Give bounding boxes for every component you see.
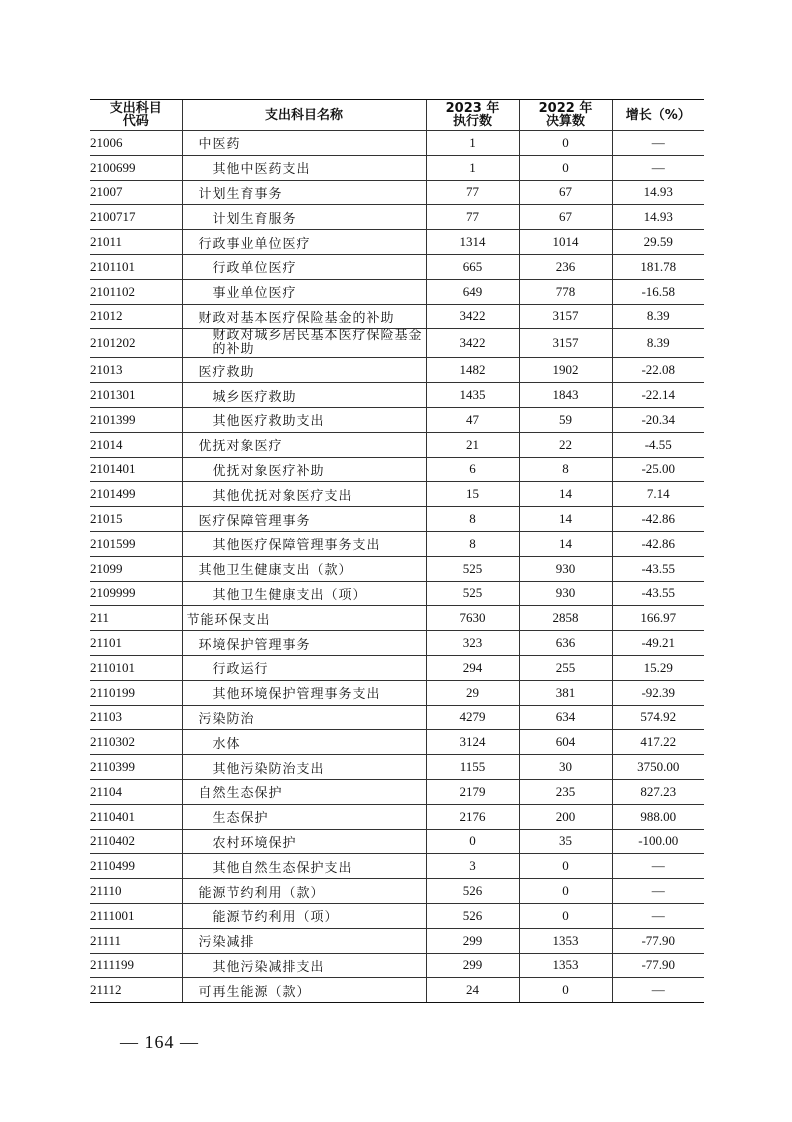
cell-growth: -42.86 [612, 531, 704, 556]
cell-code: 21012 [90, 304, 182, 329]
cell-2023-value: 2179 [426, 779, 519, 804]
cell-2022-value: 0 [519, 879, 612, 904]
cell-2023-value: 29 [426, 680, 519, 705]
cell-name: 其他卫生健康支出（款） [182, 556, 426, 581]
cell-name: 医疗保障管理事务 [182, 507, 426, 532]
page-number: — 164 — [120, 1032, 199, 1052]
cell-2022-value: 381 [519, 680, 612, 705]
table-row [90, 358, 704, 383]
cell-growth: — [612, 155, 704, 180]
table-row [90, 556, 704, 581]
cell-name: 可再生能源（款） [182, 978, 426, 1003]
cell-code: 21104 [90, 779, 182, 804]
cell-2022-value: 67 [519, 180, 612, 205]
cell-2022-value: 778 [519, 279, 612, 304]
cell-2022-value: 59 [519, 407, 612, 432]
cell-growth: — [612, 903, 704, 928]
cell-2022-value: 634 [519, 705, 612, 730]
cell-code: 21101 [90, 631, 182, 656]
cell-code: 21006 [90, 131, 182, 156]
table-row [90, 978, 704, 1003]
cell-name: 水体 [182, 730, 426, 755]
header-code [90, 100, 182, 131]
cell-growth: — [612, 879, 704, 904]
table-row [90, 879, 704, 904]
table-row [90, 254, 704, 279]
table-row [90, 531, 704, 556]
cell-name: 行政单位医疗 [182, 254, 426, 279]
cell-2023-value: 526 [426, 903, 519, 928]
cell-growth: — [612, 131, 704, 156]
cell-code: 2110401 [90, 804, 182, 829]
cell-2023-value: 77 [426, 205, 519, 230]
cell-2022-value: 636 [519, 631, 612, 656]
cell-code: 21015 [90, 507, 182, 532]
cell-growth: -43.55 [612, 581, 704, 606]
cell-name: 其他污染减排支出 [182, 953, 426, 978]
header-code-line1: 支出科目 [109, 101, 162, 116]
cell-growth: 181.78 [612, 254, 704, 279]
cell-code: 2110302 [90, 730, 182, 755]
cell-growth: 417.22 [612, 730, 704, 755]
cell-name: 其他自然生态保护支出 [182, 854, 426, 879]
cell-name: 计划生育服务 [182, 205, 426, 230]
header-code-line2: 代码 [122, 114, 149, 129]
table-row [90, 779, 704, 804]
table-row [90, 928, 704, 953]
cell-2022-value: 0 [519, 903, 612, 928]
cell-name: 城乡医疗救助 [182, 383, 426, 408]
cell-name: 中医药 [182, 131, 426, 156]
table-row [90, 606, 704, 631]
cell-code: 2110199 [90, 680, 182, 705]
cell-code: 2110499 [90, 854, 182, 879]
cell-growth: -16.58 [612, 279, 704, 304]
cell-2022-value: 8 [519, 457, 612, 482]
table-row [90, 680, 704, 705]
cell-growth: — [612, 854, 704, 879]
cell-2023-value: 649 [426, 279, 519, 304]
cell-growth: 29.59 [612, 230, 704, 255]
cell-growth: -49.21 [612, 631, 704, 656]
cell-growth: 827.23 [612, 779, 704, 804]
cell-2023-value: 77 [426, 180, 519, 205]
cell-2023-value: 1 [426, 155, 519, 180]
cell-2023-value: 2176 [426, 804, 519, 829]
cell-code: 21011 [90, 230, 182, 255]
cell-code: 2109999 [90, 581, 182, 606]
cell-code: 21013 [90, 358, 182, 383]
cell-2023-value: 21 [426, 432, 519, 457]
table-row [90, 279, 704, 304]
cell-code: 2101399 [90, 407, 182, 432]
cell-code: 2111001 [90, 903, 182, 928]
cell-2022-value: 1902 [519, 358, 612, 383]
cell-growth: -43.55 [612, 556, 704, 581]
cell-growth: -20.34 [612, 407, 704, 432]
cell-name: 能源节约利用（款） [182, 879, 426, 904]
cell-growth: 988.00 [612, 804, 704, 829]
cell-code: 21103 [90, 705, 182, 730]
cell-2022-value: 930 [519, 556, 612, 581]
cell-growth: 7.14 [612, 482, 704, 507]
cell-2023-value: 294 [426, 655, 519, 680]
cell-2023-value: 15 [426, 482, 519, 507]
header-growth-line1: 增长（%） [625, 107, 691, 123]
table-row [90, 329, 704, 358]
cell-code: 21111 [90, 928, 182, 953]
cell-name: 污染减排 [182, 928, 426, 953]
cell-growth: 8.39 [612, 329, 704, 358]
cell-2022-value: 14 [519, 531, 612, 556]
cell-name: 环境保护管理事务 [182, 631, 426, 656]
cell-code: 2101202 [90, 329, 182, 358]
cell-growth: -22.14 [612, 383, 704, 408]
cell-2022-value: 67 [519, 205, 612, 230]
cell-2022-value: 930 [519, 581, 612, 606]
cell-growth: -77.90 [612, 953, 704, 978]
cell-growth: -22.08 [612, 358, 704, 383]
cell-name: 生态保护 [182, 804, 426, 829]
cell-2023-value: 0 [426, 829, 519, 854]
cell-name: 优抚对象医疗 [182, 432, 426, 457]
cell-growth: -92.39 [612, 680, 704, 705]
header-2023-line2: 执行数 [452, 114, 492, 129]
cell-2022-value: 235 [519, 779, 612, 804]
cell-2023-value: 6 [426, 457, 519, 482]
cell-2023-value: 8 [426, 531, 519, 556]
cell-2023-value: 1482 [426, 358, 519, 383]
cell-code: 21099 [90, 556, 182, 581]
table-row [90, 804, 704, 829]
cell-2023-value: 525 [426, 581, 519, 606]
header-2022 [519, 100, 612, 131]
cell-2023-value: 3422 [426, 329, 519, 358]
cell-2022-value: 3157 [519, 304, 612, 329]
cell-growth: 14.93 [612, 205, 704, 230]
cell-2022-value: 236 [519, 254, 612, 279]
cell-name: 能源节约利用（项） [182, 903, 426, 928]
header-growth [612, 100, 704, 131]
cell-2023-value: 1314 [426, 230, 519, 255]
cell-2022-value: 14 [519, 507, 612, 532]
cell-2023-value: 1 [426, 131, 519, 156]
cell-name: 行政事业单位医疗 [182, 230, 426, 255]
cell-growth: -4.55 [612, 432, 704, 457]
cell-name: 医疗救助 [182, 358, 426, 383]
header-name [182, 100, 426, 131]
cell-name: 行政运行 [182, 655, 426, 680]
table-row [90, 730, 704, 755]
cell-name: 节能环保支出 [182, 606, 426, 631]
cell-growth: -77.90 [612, 928, 704, 953]
cell-2022-value: 0 [519, 131, 612, 156]
header-2023-line1: 2023 年 [445, 101, 500, 116]
cell-code: 2100699 [90, 155, 182, 180]
cell-name: 其他优抚对象医疗支出 [182, 482, 426, 507]
cell-2023-value: 526 [426, 879, 519, 904]
cell-growth: -42.86 [612, 507, 704, 532]
table-row [90, 631, 704, 656]
table-body [90, 131, 704, 1003]
cell-2022-value: 35 [519, 829, 612, 854]
cell-2023-value: 24 [426, 978, 519, 1003]
cell-name: 其他污染防治支出 [182, 755, 426, 780]
cell-2022-value: 1353 [519, 928, 612, 953]
cell-2023-value: 299 [426, 953, 519, 978]
cell-2022-value: 0 [519, 978, 612, 1003]
header-2022-line2: 决算数 [545, 114, 585, 129]
table-row [90, 407, 704, 432]
cell-growth: — [612, 978, 704, 1003]
cell-code: 21014 [90, 432, 182, 457]
cell-growth: -100.00 [612, 829, 704, 854]
table-row [90, 457, 704, 482]
cell-growth: 15.29 [612, 655, 704, 680]
cell-code: 21110 [90, 879, 182, 904]
cell-name: 农村环境保护 [182, 829, 426, 854]
cell-2022-value: 200 [519, 804, 612, 829]
cell-code: 211 [90, 606, 182, 631]
table-header-row [90, 100, 704, 131]
cell-2023-value: 323 [426, 631, 519, 656]
expenditure-table [90, 99, 704, 1003]
table-row [90, 205, 704, 230]
cell-code: 21007 [90, 180, 182, 205]
cell-growth: 14.93 [612, 180, 704, 205]
table-row [90, 953, 704, 978]
table-row [90, 903, 704, 928]
cell-2022-value: 30 [519, 755, 612, 780]
cell-growth: 3750.00 [612, 755, 704, 780]
cell-2023-value: 7630 [426, 606, 519, 631]
cell-2022-value: 0 [519, 854, 612, 879]
cell-2022-value: 1014 [519, 230, 612, 255]
cell-code: 2101599 [90, 531, 182, 556]
cell-name: 事业单位医疗 [182, 279, 426, 304]
cell-2022-value: 3157 [519, 329, 612, 358]
table-row [90, 655, 704, 680]
table-row [90, 383, 704, 408]
cell-name: 财政对城乡居民基本医疗保险基金的补助 [182, 329, 426, 358]
cell-2022-value: 0 [519, 155, 612, 180]
cell-code: 21112 [90, 978, 182, 1003]
table-row [90, 507, 704, 532]
table-row [90, 829, 704, 854]
cell-code: 2110402 [90, 829, 182, 854]
cell-code: 2101102 [90, 279, 182, 304]
cell-growth: 8.39 [612, 304, 704, 329]
table-row [90, 230, 704, 255]
cell-code: 2101101 [90, 254, 182, 279]
cell-2023-value: 3 [426, 854, 519, 879]
header-2023 [426, 100, 519, 131]
cell-2023-value: 525 [426, 556, 519, 581]
cell-code: 2111199 [90, 953, 182, 978]
cell-2023-value: 1155 [426, 755, 519, 780]
cell-2023-value: 665 [426, 254, 519, 279]
cell-name: 自然生态保护 [182, 779, 426, 804]
cell-name: 污染防治 [182, 705, 426, 730]
cell-name: 其他卫生健康支出（项） [182, 581, 426, 606]
cell-name: 财政对基本医疗保险基金的补助 [182, 304, 426, 329]
cell-2023-value: 47 [426, 407, 519, 432]
table-row [90, 131, 704, 156]
cell-code: 2100717 [90, 205, 182, 230]
cell-growth: 166.97 [612, 606, 704, 631]
cell-2023-value: 1435 [426, 383, 519, 408]
cell-code: 2110399 [90, 755, 182, 780]
cell-2023-value: 4279 [426, 705, 519, 730]
table-row [90, 482, 704, 507]
cell-code: 2101401 [90, 457, 182, 482]
table-row [90, 304, 704, 329]
table-row [90, 705, 704, 730]
cell-code: 2101499 [90, 482, 182, 507]
table-row [90, 755, 704, 780]
cell-growth: -25.00 [612, 457, 704, 482]
cell-2022-value: 604 [519, 730, 612, 755]
table-row [90, 581, 704, 606]
cell-code: 2110101 [90, 655, 182, 680]
cell-2022-value: 22 [519, 432, 612, 457]
cell-2023-value: 299 [426, 928, 519, 953]
cell-2023-value: 3124 [426, 730, 519, 755]
cell-code: 2101301 [90, 383, 182, 408]
cell-2022-value: 14 [519, 482, 612, 507]
cell-name: 其他环境保护管理事务支出 [182, 680, 426, 705]
cell-name: 其他医疗救助支出 [182, 407, 426, 432]
table-row [90, 155, 704, 180]
cell-2023-value: 3422 [426, 304, 519, 329]
cell-name: 其他中医药支出 [182, 155, 426, 180]
cell-2022-value: 1843 [519, 383, 612, 408]
header-2022-line1: 2022 年 [538, 101, 593, 116]
table-row [90, 180, 704, 205]
cell-growth: 574.92 [612, 705, 704, 730]
cell-2022-value: 2858 [519, 606, 612, 631]
cell-2022-value: 255 [519, 655, 612, 680]
cell-name: 其他医疗保障管理事务支出 [182, 531, 426, 556]
header-name-line1: 支出科目名称 [264, 107, 343, 123]
cell-2023-value: 8 [426, 507, 519, 532]
cell-name: 优抚对象医疗补助 [182, 457, 426, 482]
cell-2022-value: 1353 [519, 953, 612, 978]
table-row [90, 854, 704, 879]
table-row [90, 432, 704, 457]
cell-name: 计划生育事务 [182, 180, 426, 205]
